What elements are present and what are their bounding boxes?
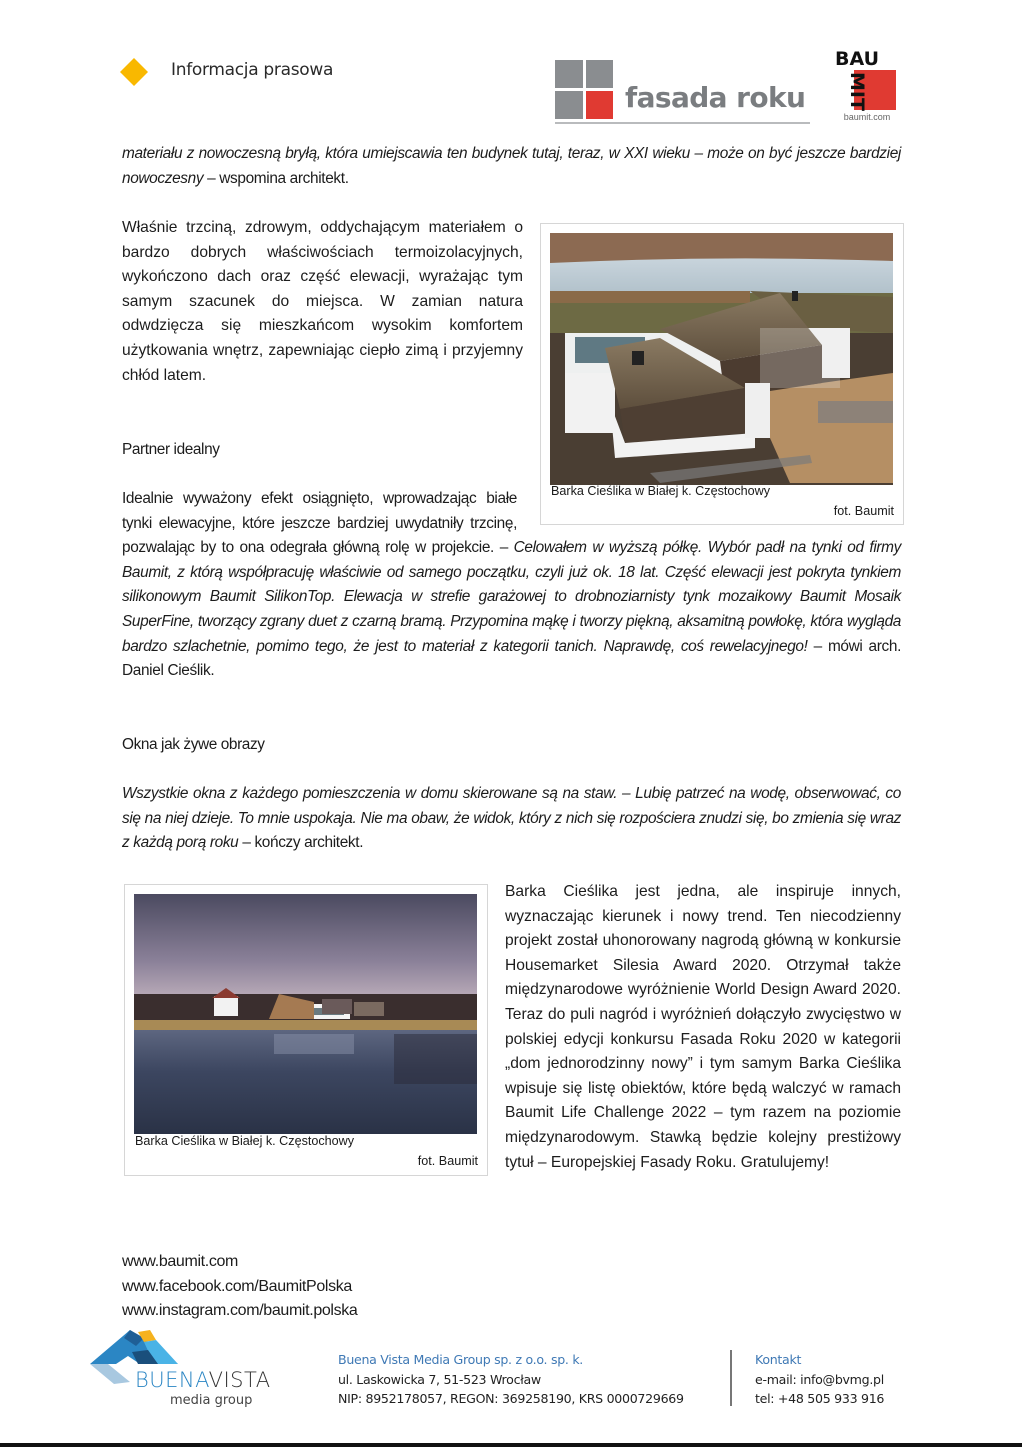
buenavista-word-1: BUENA bbox=[135, 1368, 209, 1392]
document-type-title: Informacja prasowa bbox=[171, 60, 334, 80]
awards-text: Barka Cieślika jest jedna, ale inspiruje innych, wyznaczając kierunek i nowy trend. Ten niecodzienny projekt został uhonorowany nagrodą główną w konkursie Housemarket Silesia Award 2020. Otrzymał także międzynarodowe wyróżnienie World Design Award 2020. Teraz do puli nagród i wyróżnień dołączyło zwycięstwo w polskiej edycji konkursu Fasada Roku 2020 w kategorii „dom jednorodzinny nowy” i tym samym Barka Cieślika wpisuje się listę obiektów, które będą walczyć w ramach Baumit Life Challenge 2022 – tym razem na poziomie międzynarodowym. Stawką będzie kolejny prestiżowy tytuł – Europejskiej Fasady Roku. Gratulujemy! bbox=[505, 883, 901, 1171]
footer-email[interactable]: e-mail: info@bvmg.pl bbox=[755, 1371, 884, 1387]
windows-paragraph bbox=[122, 782, 901, 856]
baumit-url: baumit.com bbox=[843, 112, 891, 122]
figure-credit: fot. Baumit bbox=[417, 1154, 478, 1168]
aerial-house-photo bbox=[550, 233, 893, 485]
diamond-logo-icon bbox=[120, 58, 148, 86]
windows-attribution: – kończy architekt. bbox=[238, 834, 364, 852]
fasada-roku-logo bbox=[555, 58, 810, 126]
figure-caption: Barka Cieślika w Białej k. Częstochowy bbox=[135, 1134, 355, 1148]
fasada-roku-text: fasada roku bbox=[625, 81, 806, 114]
buenavista-word-2: VISTA bbox=[208, 1368, 271, 1392]
footer-divider bbox=[730, 1350, 732, 1406]
footer-company-info bbox=[338, 1350, 684, 1409]
partner-paragraph bbox=[122, 487, 901, 684]
link-baumit-website[interactable]: www.baumit.com bbox=[122, 1253, 239, 1270]
reed-paragraph: Właśnie trzciną, zdrowym, oddychającym materiałem o bardzo dobrych właściwościach termoizolacyjnych, wykończono dach oraz część elewacji, wyrażając tym samym szacunek do miejsca. W zamian natura odwdzięcza się mieszkańcom wysokim komfortem użytkowania wnętrz, zapewniając ciepło zimą i przyjemny chłód latem. bbox=[122, 219, 523, 384]
link-facebook[interactable]: www.facebook.com/BaumitPolska bbox=[122, 1277, 352, 1295]
partner-text: Idealnie wyważony efekt osiągnięto, wprowadzając białe tynki elewacyjne, które jeszcze bardziej uwydatniły trzcinę, pozwalając by to ona odegrała główną rolę w projekcie. – bbox=[122, 490, 517, 557]
baumit-mark-side: MIT bbox=[846, 72, 868, 111]
footer-ids: NIP: 8952178057, REGON: 369258190, KRS 0000729669 bbox=[338, 1391, 684, 1406]
partner-attribution: – mówi arch. Daniel Cieślik. bbox=[122, 637, 902, 680]
footer-contact-label: Kontakt bbox=[755, 1352, 802, 1367]
footer-address: ul. Laskowicka 7, 51-523 Wrocław bbox=[338, 1371, 541, 1387]
link-instagram[interactable]: www.instagram.com/baumit.polska bbox=[122, 1302, 358, 1320]
intro-quote: materiału z nowoczesną bryłą, która umiejscawia ten budynek tutaj, teraz, w XXI wieku – może on być jeszcze bardziej nowoczesny bbox=[122, 145, 901, 187]
links-list bbox=[122, 1250, 357, 1324]
buenavista-logo bbox=[88, 1326, 308, 1411]
section-heading-windows: Okna jak żywe obrazy bbox=[122, 736, 265, 753]
partner-quote: Celowałem w wyższą półkę. Wybór padł na tynki od firmy Baumit, z którą współpracuję właściwie od samego początku, czyli już ok. 18 lat. Część elewacji jest pokryta tynkiem silikonowym Baumit SilikonTop. Elewacja w strefie garażowej to drobnoziarnisty tynk mozaikowy Baumit Mosaik SuperFine, tworzący zgrany duet z czarną bramą. Przypomina mąkę i tworzy piękną, aksamitną powłokę, która wygląda bardzo szlachetnie, pomimo tego, że jest to materiał z kategorii tanich. Naprawdę, coś rewelacyjnego! bbox=[122, 539, 901, 655]
figure-caption: Barka Cieślika w Białej k. Częstochowy bbox=[551, 484, 771, 498]
figure-float-spacer bbox=[122, 880, 505, 1176]
figure-aerial bbox=[540, 223, 904, 525]
footer-contact bbox=[755, 1350, 884, 1409]
awards-paragraph bbox=[122, 880, 901, 1176]
page-bottom-edge bbox=[0, 1443, 1022, 1447]
buenavista-wordmark bbox=[135, 1368, 271, 1392]
intro-attribution: – wspomina architekt. bbox=[203, 169, 349, 187]
baumit-mark-top: BAU bbox=[835, 48, 880, 70]
section-heading-partner: Partner idealny bbox=[122, 441, 220, 458]
baumit-mark-icon bbox=[834, 48, 898, 114]
figure-float-spacer bbox=[517, 487, 901, 536]
footer-phone[interactable]: tel: +48 505 933 916 bbox=[755, 1391, 885, 1406]
buenavista-subtitle: media group bbox=[170, 1393, 253, 1408]
baumit-logo bbox=[834, 48, 898, 126]
footer-company-name: Buena Vista Media Group sp. z o.o. sp. k. bbox=[338, 1352, 584, 1367]
windows-quote: Wszystkie okna z każdego pomieszczenia w domu skierowane są na staw. – Lubię patrzeć na wodę, obserwować, co się na niej dzieje. To mnie uspokaja. Nie ma obaw, że widok, który z nich się rozpościera znudzi się, bo zmienia się wraz z każdą porą roku bbox=[122, 785, 901, 852]
intro-paragraph bbox=[122, 142, 901, 191]
figure-credit: fot. Baumit bbox=[833, 504, 894, 518]
